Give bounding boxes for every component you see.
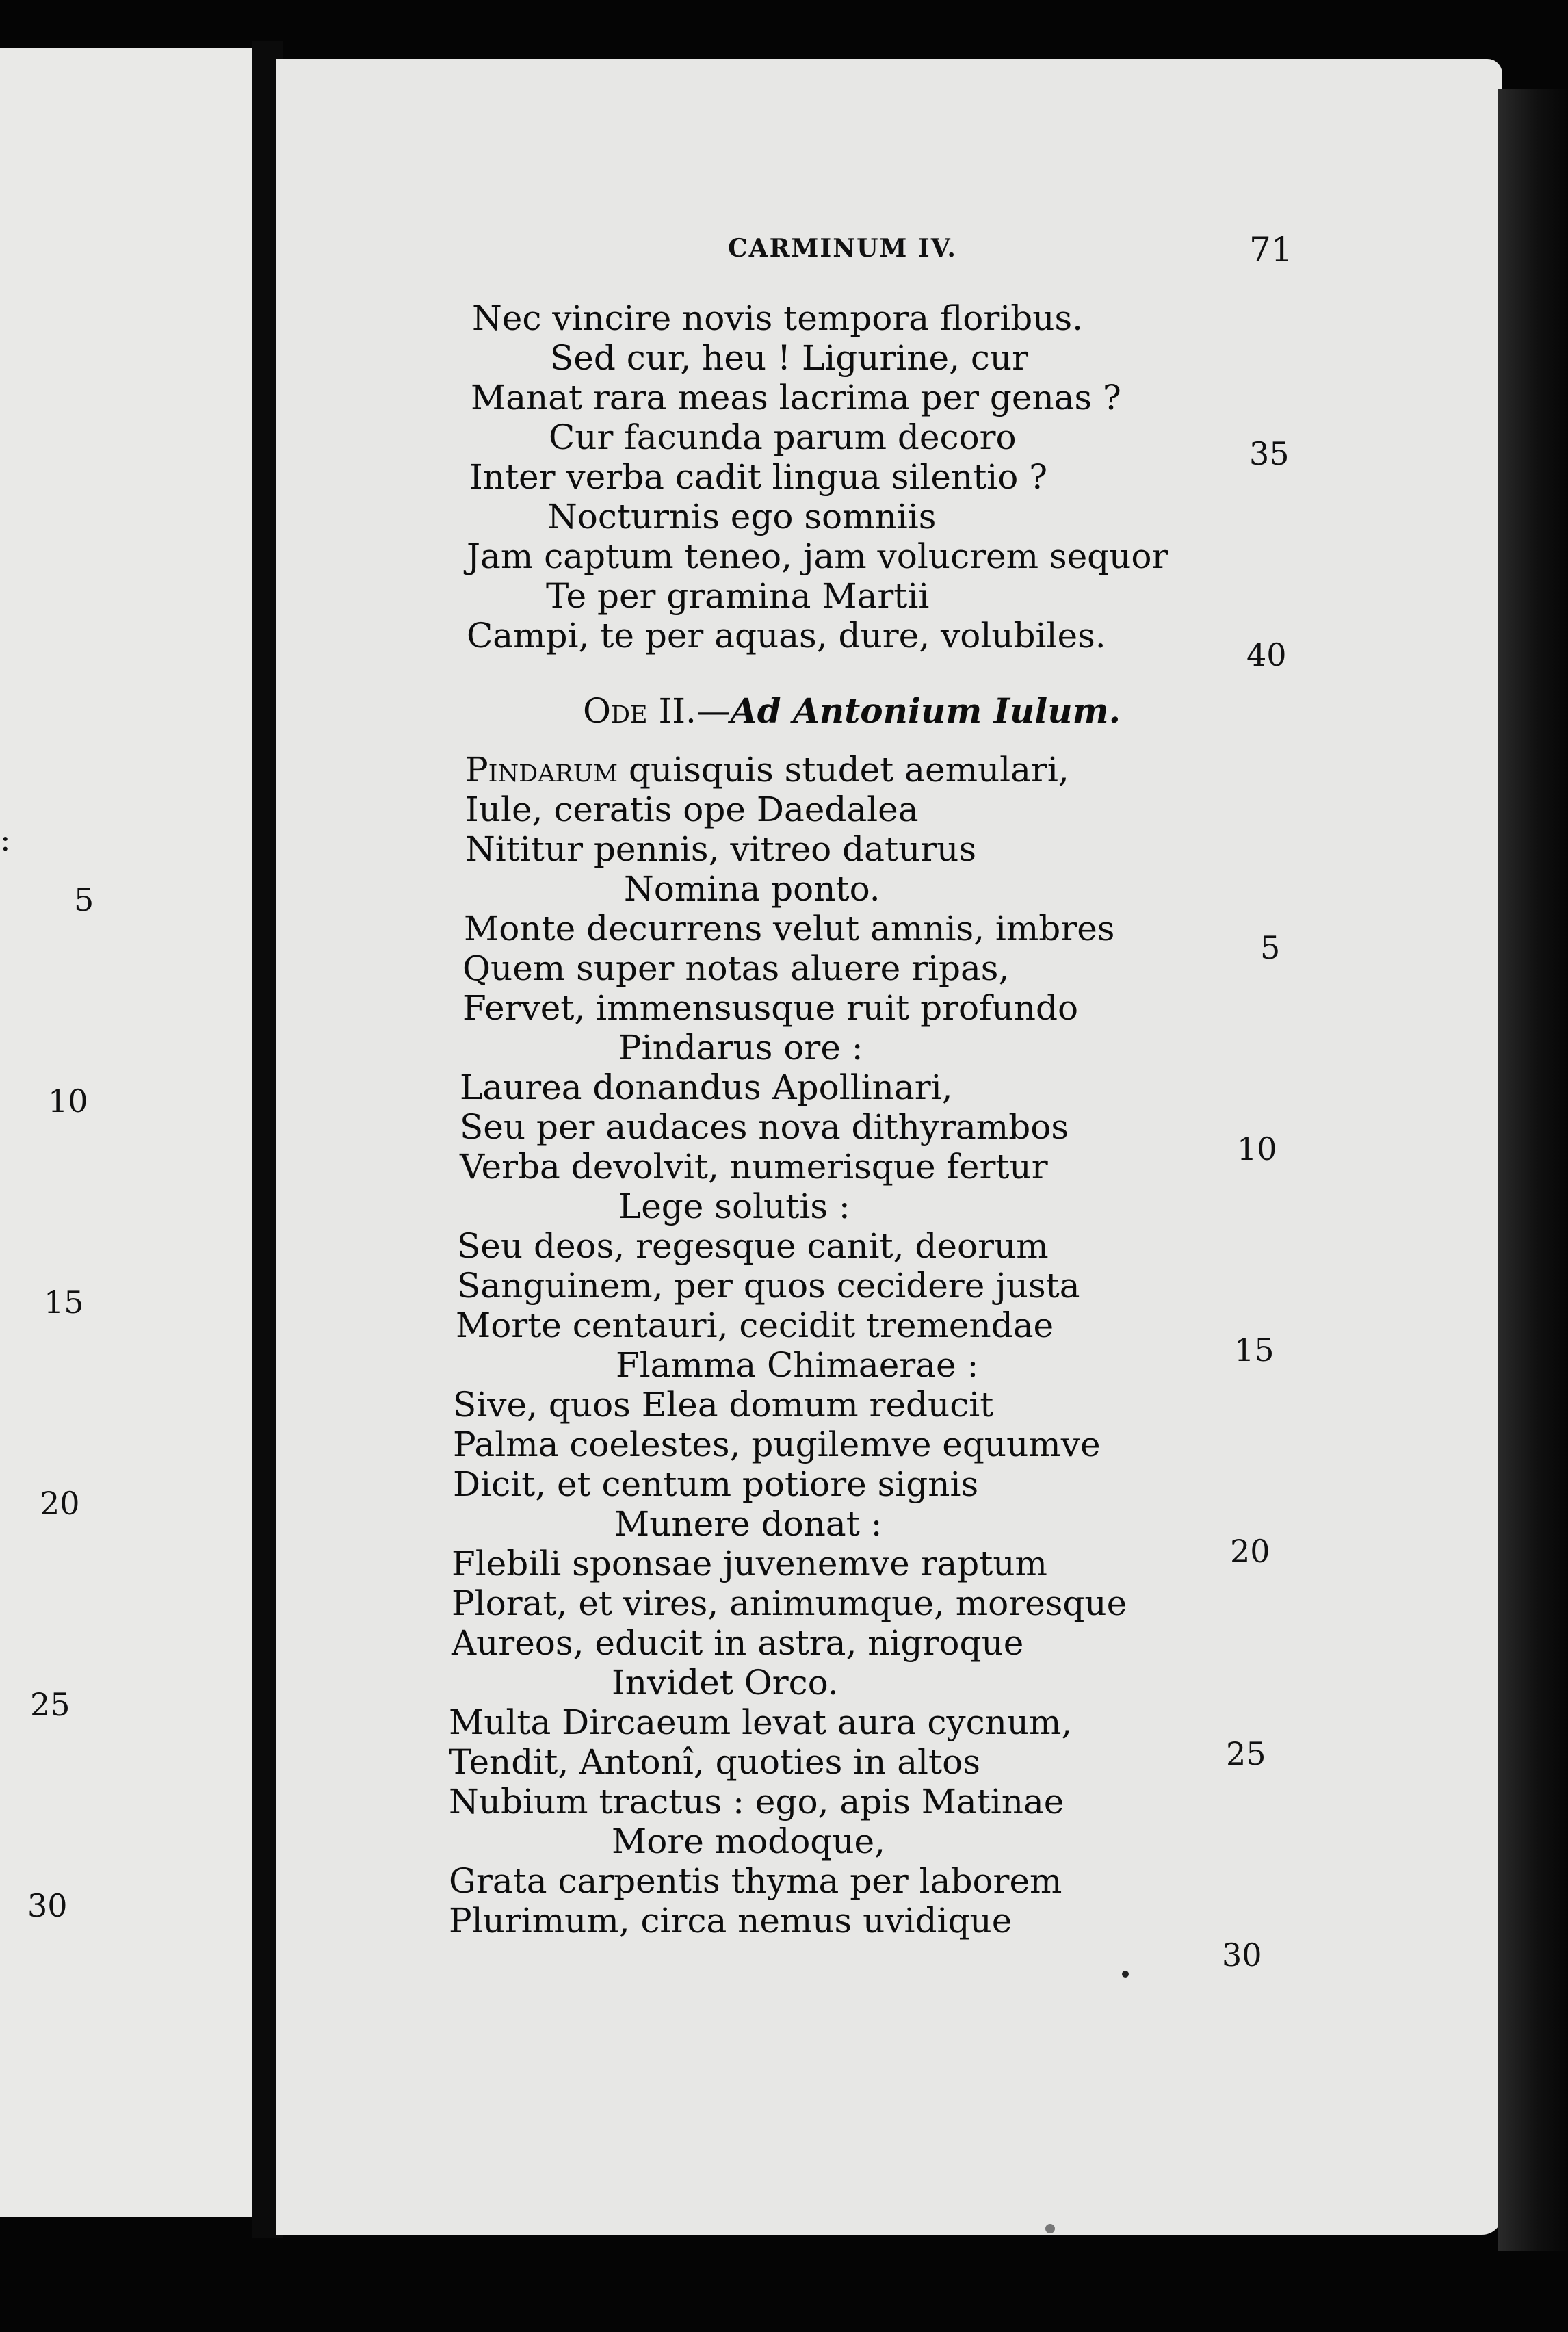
verse-line: Campi, te per aquas, dure, volubiles. [467,616,1106,656]
page-number: 71 [1249,230,1293,270]
verse-line: Monte decurrens velut amnis, imbres [464,909,1115,948]
verse-line: Nomina ponto. [624,869,880,909]
left-page-line-number: 20 [40,1485,80,1522]
verse-line: Multa Dircaeum levat aura cycnum, [449,1702,1073,1742]
verse-line: Quem super notas aluere ripas, [462,948,1010,988]
ode-2-heading-number: Ode II.— [583,691,731,731]
verse-line: Nec vincire novis tempora floribus. [472,298,1084,338]
verse-line: Plurimum, circa nemus uvidique [449,1901,1012,1941]
left-page-line-number: 10 [48,1083,88,1119]
verse-line: Seu per audaces nova dithyrambos [460,1107,1069,1147]
line-number: 25 [1226,1735,1266,1772]
verse-line: Aureos, educit in astra, nigroque [452,1623,1024,1663]
ink-speck [1122,1971,1129,1978]
line-number: 5 [1260,929,1281,966]
verse-line: Fervet, immensusque ruit profundo [462,988,1079,1028]
verse-line: Cur facunda parum decoro [549,417,1017,457]
verse-line: Flebili sponsae juvenemve raptum [452,1544,1047,1583]
verse-first-word: Pindarum [465,750,618,790]
line-number: 30 [1222,1936,1262,1973]
verse-line: Plorat, et vires, animumque, moresque [452,1583,1127,1623]
verse-line: Verba devolvit, numerisque fertur [460,1147,1048,1187]
verse-line: Palma coelestes, pugilemve equumve [453,1425,1101,1464]
verse-line: Sanguinem, per quos cecidere justa [457,1266,1080,1306]
verse-line: Jam captum teneo, jam volucrem sequor [467,536,1168,576]
line-number: 35 [1249,435,1290,472]
verse-line: Dicit, et centum potiore signis [453,1464,979,1504]
verse-line-rest: quisquis studet aemulari, [618,750,1069,790]
verse-line: Nititur pennis, vitreo daturus [465,829,977,869]
left-page-line-number: 30 [27,1887,68,1924]
left-page-line-number: 5 [74,881,94,918]
verse-line: Te per gramina Martii [546,576,930,616]
verse-line: Seu deos, regesque canit, deorum [457,1226,1049,1266]
verse-line: Munere donat : [614,1504,883,1544]
ink-speck [1045,2224,1055,2233]
verse-line: Pindarus ore : [618,1028,863,1067]
verse-line: Inter verba cadit lingua silentio ? [469,457,1048,497]
line-number: 20 [1230,1533,1270,1570]
verse-line: Tendit, Antonî, quoties in altos [449,1742,980,1782]
verse-line: Lege solutis : [618,1187,850,1226]
left-page-line-number: 25 [30,1686,70,1723]
verse-line: Grata carpentis thyma per laborem [449,1861,1062,1901]
verse-line: Manat rara meas lacrima per genas ? [471,378,1121,417]
book-edge [1498,89,1568,2251]
verse-line: Sed cur, heu ! Ligurine, cur [550,338,1028,378]
left-page-line-number: 15 [44,1284,84,1321]
verse-line: Nocturnis ego somniis [547,497,937,536]
verse-line: Flamma Chimaerae : [616,1345,979,1385]
ode-2-heading [583,691,1121,731]
verse-line: Morte centauri, cecidit tremendae [456,1306,1054,1345]
running-title: CARMINUM IV. [728,234,957,263]
verse-line: Laurea donandus Apollinari, [460,1067,953,1107]
verse-line: Iule, ceratis ope Daedalea [465,790,919,829]
verse-line: Invidet Orco. [612,1663,839,1702]
verse-line: More modoque, [612,1822,885,1861]
line-number: 15 [1234,1332,1275,1369]
ode-2-heading-title: Ad Antonium Iulum. [730,690,1121,731]
line-number: 40 [1246,636,1287,673]
left-page-colon: : [0,821,11,858]
verse-line: Sive, quos Elea domum reducit [453,1385,994,1425]
left-page-edge [0,48,252,2217]
verse-line [465,750,1069,790]
line-number: 10 [1237,1130,1277,1167]
verse-line: Nubium tractus : ego, apis Matinae [449,1782,1064,1822]
